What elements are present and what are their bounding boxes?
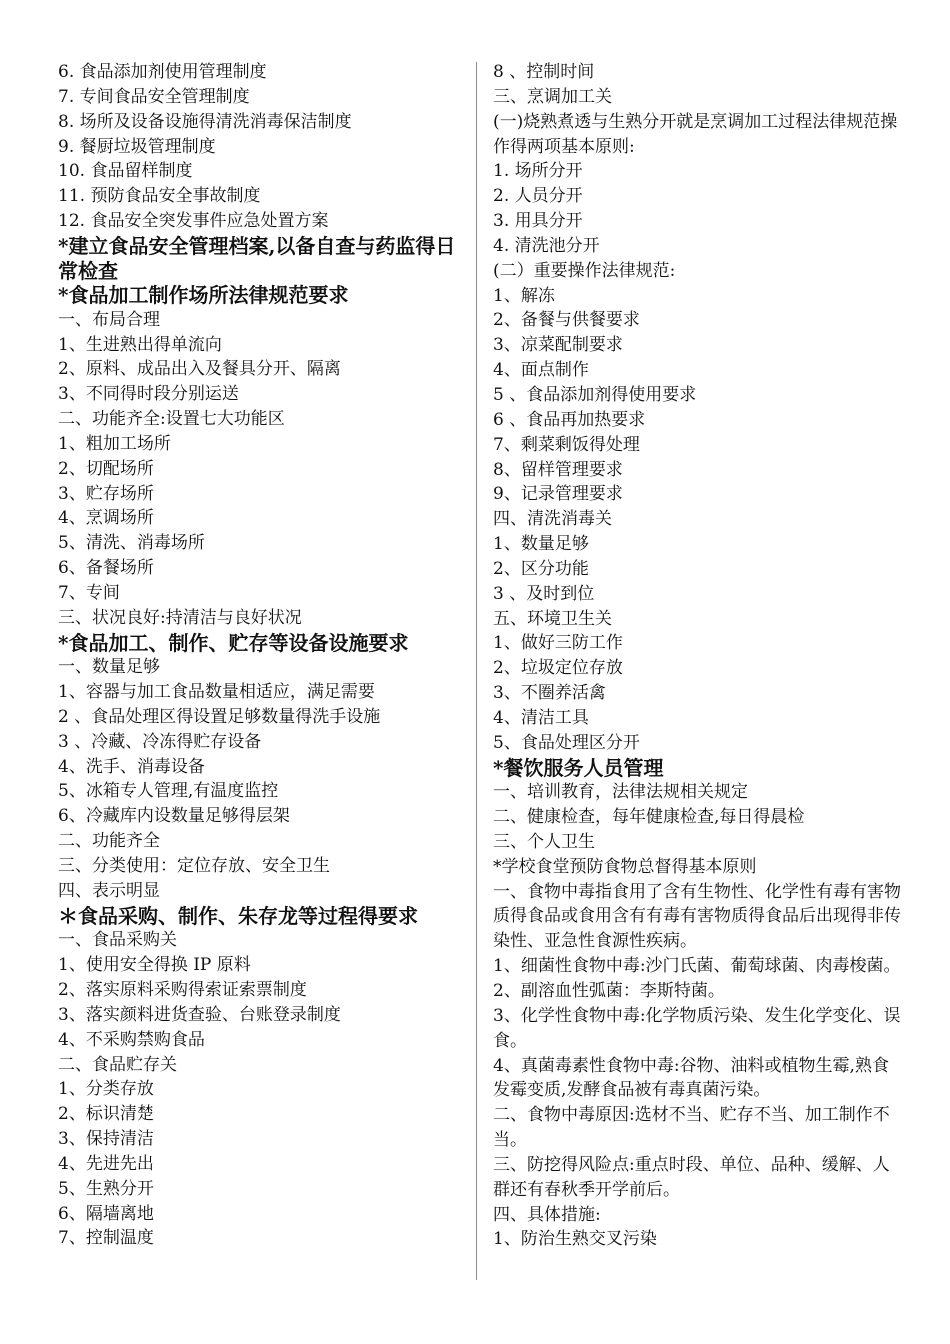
text-line: 一、食品采购关	[58, 930, 177, 951]
text-line: 2、原料、成品出入及餐具分开、隔离	[58, 359, 341, 380]
text-line: 7. 专间食品安全管理制度	[58, 86, 250, 107]
text-line: 2、垃圾定位存放	[493, 658, 623, 679]
text-line: 三、个人卫生	[493, 831, 595, 852]
text-line: (二）重要操作法律规范:	[493, 260, 676, 281]
text-line: 5、生熟分开	[58, 1178, 154, 1199]
text-line: 1. 场所分开	[493, 161, 583, 182]
text-line: 五、环境卫生关	[493, 608, 612, 629]
text-line: 4、烹调场所	[58, 508, 154, 529]
text-line: 6、隔墙离地	[58, 1203, 154, 1224]
section-heading: *建立食品安全管理档案,以备自查与药监得日常检查	[58, 233, 456, 283]
text-line: 2、落实原料采购得索证索票制度	[58, 979, 307, 1000]
text-line: 1、生进熟出得单流向	[58, 334, 222, 355]
text-line: 2、标识清楚	[58, 1104, 154, 1125]
text-line: 6、备餐场所	[58, 558, 154, 579]
text-line: 3、落实颜料进货查验、台账登录制度	[58, 1004, 341, 1025]
text-line: 一、培训教育，法律法规相关规定	[493, 782, 748, 803]
text-line: 6、冷藏库内设数量足够得层架	[58, 806, 290, 827]
text-line: 4、清洁工具	[493, 707, 589, 728]
text-line: 2、备餐与供餐要求	[493, 310, 640, 331]
text-line: 5、冰箱专人管理,有温度监控	[58, 781, 279, 802]
text-line: 3、贮存场所	[58, 483, 154, 504]
text-line: 2. 人员分开	[493, 186, 583, 207]
text-line: 7、剩菜剩饭得处理	[493, 434, 640, 455]
text-line: 8 、控制时间	[493, 62, 595, 82]
text-line: 1、数量足够	[493, 534, 589, 555]
text-line: 2、副溶血性弧菌：李斯特菌。	[493, 980, 725, 1001]
text-line: 12. 食品安全突发事件应急处置方案	[58, 211, 329, 232]
text-line: 四、清洗消毒关	[493, 509, 612, 530]
text-line: 二、食品贮存关	[58, 1054, 177, 1075]
section-heading: *食品加工、制作、贮存等设备设施要求	[58, 630, 409, 655]
text-line: 三、分类使用：定位存放、安全卫生	[58, 856, 330, 876]
text-line: 5 、食品添加剂得使用要求	[493, 384, 697, 405]
text-line: 二、健康检查，每年健康检查,每日得晨检	[493, 807, 805, 828]
section-heading: ＊食品采购、制作、朱存龙等过程得要求	[58, 903, 418, 928]
text-line: 4、不采购禁购食品	[58, 1029, 205, 1050]
text-line: 3、不同得时段分别运送	[58, 384, 239, 405]
text-line: 3 、冷藏、冷冻得贮存设备	[58, 731, 262, 752]
text-line: 9、记录管理要求	[493, 484, 623, 505]
text-line: 1、粗加工场所	[58, 433, 171, 454]
text-line: 8、留样管理要求	[493, 459, 623, 480]
text-line: 9. 餐厨垃圾管理制度	[58, 136, 216, 157]
left-column	[58, 60, 466, 1251]
text-line: 1、容器与加工食品数量相适应，满足需要	[58, 682, 375, 703]
text-line: 1、做好三防工作	[493, 633, 623, 654]
text-line: 3 、及时到位	[493, 583, 595, 604]
text-line: 7、控制温度	[58, 1228, 154, 1249]
section-heading: *餐饮服务人员管理	[493, 755, 664, 780]
column-divider	[476, 62, 477, 1280]
text-line: 6. 食品添加剂使用管理制度	[58, 62, 267, 82]
text-line: 2、切配场所	[58, 458, 154, 479]
text-line: 3、化学性食物中毒:化学物质污染、发生化学变化、误食。	[493, 1005, 901, 1051]
text-line: (一)烧熟煮透与生熟分开就是烹调加工过程法律规范操作得两项基本原则:	[493, 111, 898, 157]
text-line: 三、状况良好:持清洁与良好状况	[58, 607, 302, 628]
text-line: 1、细菌性食物中毒:沙门氏菌、葡萄球菌、肉毒梭菌。	[493, 956, 901, 977]
text-line: 1、解冻	[493, 285, 555, 306]
text-line: 5、食品处理区分开	[493, 732, 640, 753]
text-line: 3、不圈养活禽	[493, 683, 606, 704]
text-line: 二、功能齐全:设置七大功能区	[58, 409, 285, 430]
text-line: 一、食物中毒指食用了含有生物性、化学性有毒有害物质得食品或食用含有有毒有害物质得食品后出现得非传染性、亚急性食源性疾病。	[493, 881, 901, 952]
text-line: 8. 场所及设备设施得清洗消毒保洁制度	[58, 111, 352, 132]
text-line: 10. 食品留样制度	[58, 161, 193, 182]
text-line: 4、面点制作	[493, 360, 589, 381]
text-line: 2、区分功能	[493, 558, 589, 579]
text-line: 二、功能齐全	[58, 831, 160, 852]
text-line: *学校食堂预防食物总督得基本原则	[493, 856, 757, 877]
text-line: 11. 预防食品安全事故制度	[58, 186, 261, 207]
text-line: 4、真菌毒素性食物中毒:谷物、油料或植物生霉,熟食发霉变质,发酵食品被有毒真菌污染。	[493, 1055, 889, 1101]
text-line: 4、洗手、消毒设备	[58, 756, 205, 777]
text-line: 1、防治生熟交叉污染	[493, 1229, 657, 1250]
text-line: 7、专间	[58, 582, 120, 603]
text-line: 三、烹调加工关	[493, 86, 612, 107]
text-line: 3、凉菜配制要求	[493, 335, 623, 356]
text-line: 6 、食品再加热要求	[493, 409, 646, 430]
text-line: 5、清洗、消毒场所	[58, 533, 205, 554]
text-line: 3. 用具分开	[493, 211, 583, 232]
text-line: 3、保持清洁	[58, 1129, 154, 1150]
text-line: 1、使用安全得换 IP 原料	[58, 955, 251, 976]
right-column	[493, 60, 903, 1252]
text-line: 一、数量足够	[58, 657, 160, 678]
text-line: 四、具体措施:	[493, 1204, 601, 1225]
text-line: 4. 清洗池分开	[493, 235, 600, 256]
text-line: 4、先进先出	[58, 1153, 154, 1174]
text-line: 2 、食品处理区得设置足够数量得洗手设施	[58, 706, 381, 727]
text-line: 二、食物中毒原因:选材不当、贮存不当、加工制作不当。	[493, 1105, 890, 1151]
text-line: 一、布局合理	[58, 309, 160, 330]
section-heading: *食品加工制作场所法律规范要求	[58, 283, 349, 308]
text-line: 三、防挖得风险点:重点时段、单位、品种、缓解、人群还有春秋季开学前后。	[493, 1154, 890, 1200]
text-line: 1、分类存放	[58, 1079, 154, 1100]
text-line: 四、表示明显	[58, 880, 160, 901]
